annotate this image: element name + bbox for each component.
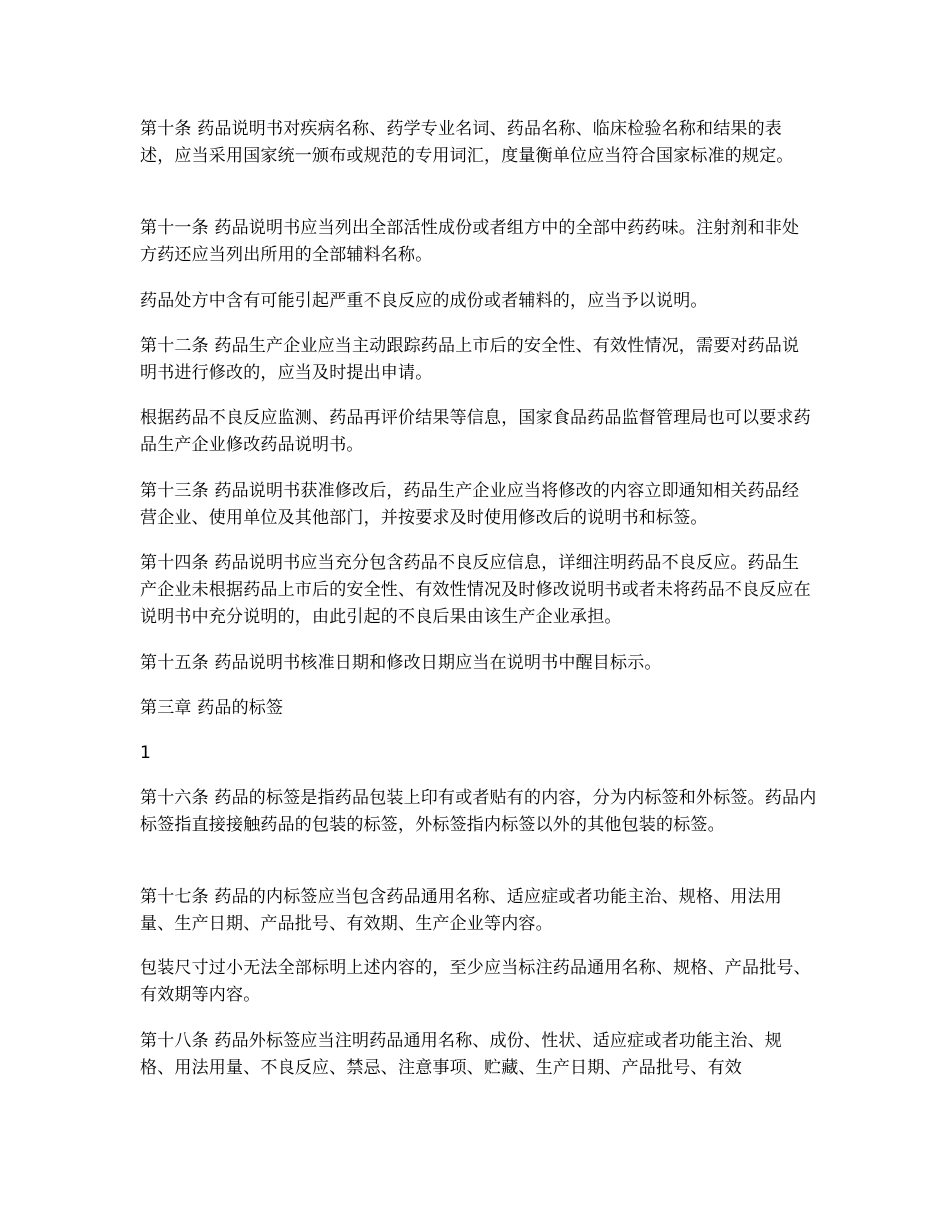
article-12: 第十二条 药品生产企业应当主动跟踪药品上市后的安全性、有效性情况，需要对药品说明书进行修改的，应当及时提出申请。 xyxy=(140,336,800,383)
chapter-heading: 第三章 药品的标签 xyxy=(140,698,284,718)
article-10: 第十条 药品说明书对疾病名称、药学专业名词、药品名称、临床检验名称和结果的表述，应当采用国家统一颁布或规范的专用词汇，度量衡单位应当符合国家标准的规定。 xyxy=(140,119,794,166)
article-17: 第十七条 药品的内标签应当包含药品通用名称、适应症或者功能主治、规格、用法用量、生产日期、产品批号、有效期、生产企业等内容。 xyxy=(140,887,783,934)
article-15: 第十五条 药品说明书核准日期和修改日期应当在说明书中醒目标示。 xyxy=(140,653,662,673)
article-18: 第十八条 药品外标签应当注明药品通用名称、成份、性状、适应症或者功能主治、规格、用法用量、不良反应、禁忌、注意事项、贮藏、生产日期、产品批号、有效 xyxy=(140,1031,783,1078)
article-17-note: 包装尺寸过小无法全部标明上述内容的，至少应当标注药品通用名称、规格、产品批号、有效期等内容。 xyxy=(140,958,811,1005)
article-11-note: 药品处方中含有可能引起严重不良反应的成份或者辅料的，应当予以说明。 xyxy=(140,291,708,311)
article-13: 第十三条 药品说明书获准修改后，药品生产企业应当将修改的内容立即通知相关药品经营企业、使用单位及其他部门，并按要求及时使用修改后的说明书和标签。 xyxy=(140,481,800,528)
article-14: 第十四条 药品说明书应当充分包含药品不良反应信息，详细注明药品不良反应。药品生产企业未根据药品上市后的安全性、有效性情况及时修改说明书或者未将药品不良反应在说明书中充分说明的，由此引起的不良后果由该生产企业承担。 xyxy=(140,553,811,627)
article-16: 第十六条 药品的标签是指药品包装上印有或者贴有的内容，分为内标签和外标签。药品内标签指直接接触药品的包装的标签，外标签指内标签以外的其他包装的标签。 xyxy=(140,788,817,835)
article-11: 第十一条 药品说明书应当列出全部活性成份或者组方中的全部中药药味。注射剂和非处方药还应当列出所用的全部辅料名称。 xyxy=(140,218,800,265)
page-number: 1 xyxy=(140,743,152,763)
article-12-note: 根据药品不良反应监测、药品再评价结果等信息，国家食品药品监督管理局也可以要求药品生产企业修改药品说明书。 xyxy=(140,408,811,455)
